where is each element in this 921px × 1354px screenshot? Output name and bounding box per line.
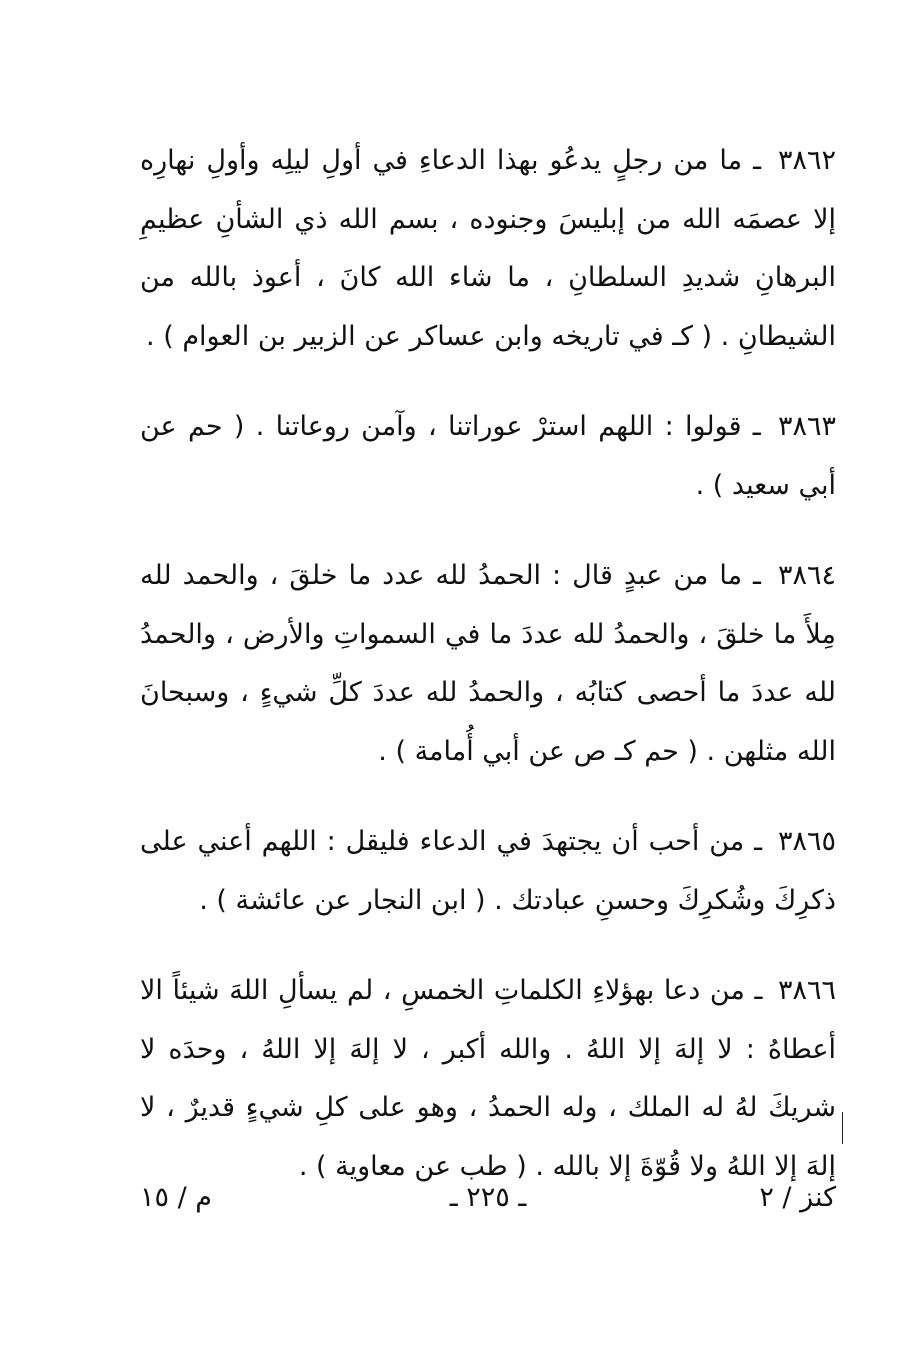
page-number: ـ ٢٢٥ ـ bbox=[449, 1182, 527, 1213]
hadith-entry-3866 bbox=[140, 962, 836, 1196]
entry-text: ـ من أحب أن يجتهدَ في الدعاء فليقل : اللهم أعني على ذكرِكَ وشُكرِكَ وحسنِ عبادتك . ( ابن النجار عن عائشة ) . bbox=[140, 826, 836, 916]
entry-text: ـ قولوا : اللهم استرْ عوراتنا ، وآمن روعاتنا . ( حم عن أبي سعيد ) . bbox=[140, 411, 836, 501]
hadith-entry-3864 bbox=[140, 547, 836, 781]
entry-number: ٣٨٦٤ bbox=[777, 560, 836, 591]
volume-label: كنز / ٢ bbox=[759, 1182, 836, 1213]
hadith-entries bbox=[140, 132, 836, 1228]
entry-number: ٣٨٦٦ bbox=[777, 975, 836, 1006]
signature-mark: م / ١٥ bbox=[140, 1182, 212, 1213]
hadith-entry-3865 bbox=[140, 813, 836, 930]
page-footer bbox=[140, 1176, 836, 1220]
entry-text: ـ من دعا بهؤلاءِ الكلماتِ الخمسِ ، لم يسألِ اللهَ شيئاً الا أعطاهُ : لا إلهَ إلا اللهُ . والله أكبر ، لا إلهَ إلا اللهُ ، وحدَه لا شريكَ لهُ له الملك ، وله الحمدُ ، وهو على كلِ شيءٍ قديرٌ ، لا إلهَ إلا اللهُ ولا قُوّةَ إلا بالله . ( طب عن معاوية ) . bbox=[140, 975, 836, 1182]
margin-mark bbox=[842, 1112, 843, 1144]
hadith-entry-3863 bbox=[140, 398, 836, 515]
entry-number: ٣٨٦٣ bbox=[777, 411, 836, 442]
entry-number: ٣٨٦٥ bbox=[777, 826, 836, 857]
hadith-entry-3862 bbox=[140, 132, 836, 366]
entry-text: ـ ما من رجلٍ يدعُو بهذا الدعاءِ في أولِ ليلِه وأولِ نهارِه إلا عصمَه الله من إبليسَ وجنوده ، بسم الله ذي الشأنِ عظيمِ البرهانِ شديدِ السلطانِ ، ما شاء الله كانَ ، أعوذ بالله من الشيطانِ . ( كـ في تاريخه وابن عساكر عن الزبير بن العوام ) . bbox=[140, 145, 836, 352]
entry-text: ـ ما من عبدٍ قال : الحمدُ لله عدد ما خلقَ ، والحمد لله مِلأَ ما خلقَ ، والحمدُ لله عددَ ما في السمواتِ والأرض ، والحمدُ لله عددَ ما أحصى كتابُه ، والحمدُ لله عددَ كلِّ شيءٍ ، وسبحانَ الله مثلهن . ( حم كـ ص عن أبي أُمامة ) . bbox=[140, 560, 836, 767]
entry-number: ٣٨٦٢ bbox=[777, 145, 836, 176]
